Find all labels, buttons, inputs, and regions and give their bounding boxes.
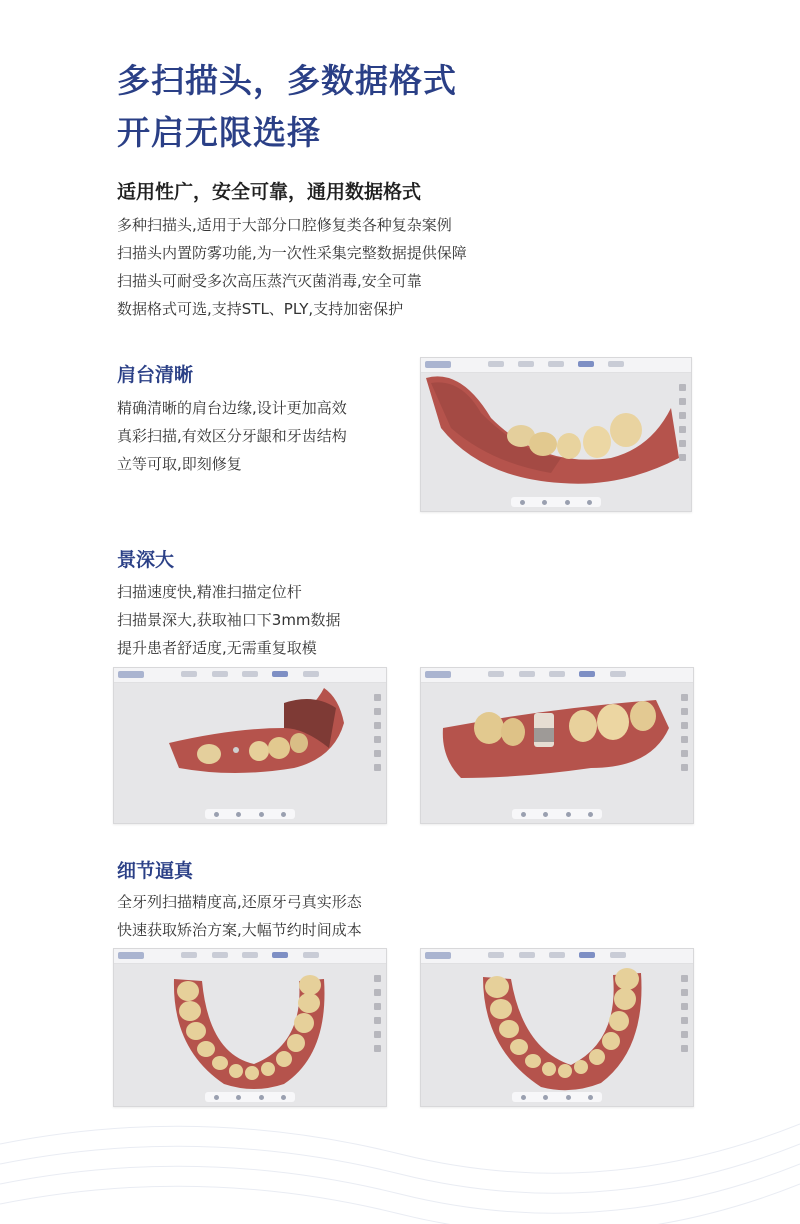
app-logo	[425, 671, 451, 678]
intro-line: 数据格式可选,支持STL、PLY,支持加密保护	[117, 300, 404, 318]
section-line: 真彩扫描,有效区分牙龈和牙齿结构	[117, 427, 347, 445]
app-bottom-toolbar	[205, 1092, 295, 1102]
app-top-toolbar	[421, 949, 693, 964]
section-title-depth: 景深大	[117, 549, 175, 571]
app-bottom-toolbar	[512, 1092, 602, 1102]
page-title-line1: 多扫描头，多数据格式	[117, 61, 457, 100]
app-side-toolbar	[374, 694, 382, 771]
app-top-toolbar	[421, 358, 691, 373]
section-detail-text	[117, 888, 362, 944]
section-line: 快速获取矫治方案,大幅节约时间成本	[117, 921, 362, 939]
intro-line: 扫描头可耐受多次高压蒸汽灭菌消毒,安全可靠	[117, 272, 422, 290]
app-top-toolbar	[114, 949, 386, 964]
intro-line: 扫描头内置防雾功能,为一次性采集完整数据提供保障	[117, 244, 467, 262]
section-line: 全牙列扫描精度高,还原牙弓真实形态	[117, 893, 362, 911]
app-bottom-toolbar	[512, 809, 602, 819]
app-side-toolbar	[374, 975, 382, 1052]
jaw-scan-image	[114, 949, 386, 1106]
section-shoulder-text	[117, 394, 347, 478]
section-title-detail: 细节逼真	[117, 860, 194, 882]
scan-screenshot-depth-left	[113, 667, 387, 824]
app-bottom-toolbar	[511, 497, 601, 507]
section-line: 提升患者舒适度,无需重复取模	[117, 639, 317, 657]
section-line: 扫描速度快,精准扫描定位杆	[117, 583, 302, 601]
scan-screenshot-detail-right	[420, 948, 694, 1107]
intro-text	[117, 211, 467, 323]
jaw-scan-image	[421, 949, 693, 1106]
jaw-scan-image	[421, 668, 693, 823]
app-side-toolbar	[681, 975, 689, 1052]
app-bottom-toolbar	[205, 809, 295, 819]
section-line: 立等可取,即刻修复	[117, 455, 242, 473]
scan-screenshot-shoulder	[420, 357, 692, 512]
app-logo	[118, 952, 144, 959]
page-subtitle: 适用性广，安全可靠，通用数据格式	[117, 181, 422, 203]
section-line: 精确清晰的肩台边缘,设计更加高效	[117, 399, 347, 417]
app-top-toolbar	[114, 668, 386, 683]
app-logo	[425, 361, 451, 368]
scan-screenshot-depth-right	[420, 667, 694, 824]
jaw-scan-image	[114, 668, 386, 823]
app-side-toolbar	[679, 384, 687, 461]
app-logo	[118, 671, 144, 678]
app-top-toolbar	[421, 668, 693, 683]
section-depth-text	[117, 578, 341, 662]
section-line: 扫描景深大,获取袖口下3mm数据	[117, 611, 341, 629]
app-logo	[425, 952, 451, 959]
app-side-toolbar	[681, 694, 689, 771]
scan-screenshot-detail-left	[113, 948, 387, 1107]
intro-line: 多种扫描头,适用于大部分口腔修复类各种复杂案例	[117, 216, 452, 234]
page-title-line2: 开启无限选择	[117, 113, 321, 152]
jaw-scan-image	[421, 358, 691, 511]
section-title-shoulder: 肩台清晰	[117, 364, 194, 386]
